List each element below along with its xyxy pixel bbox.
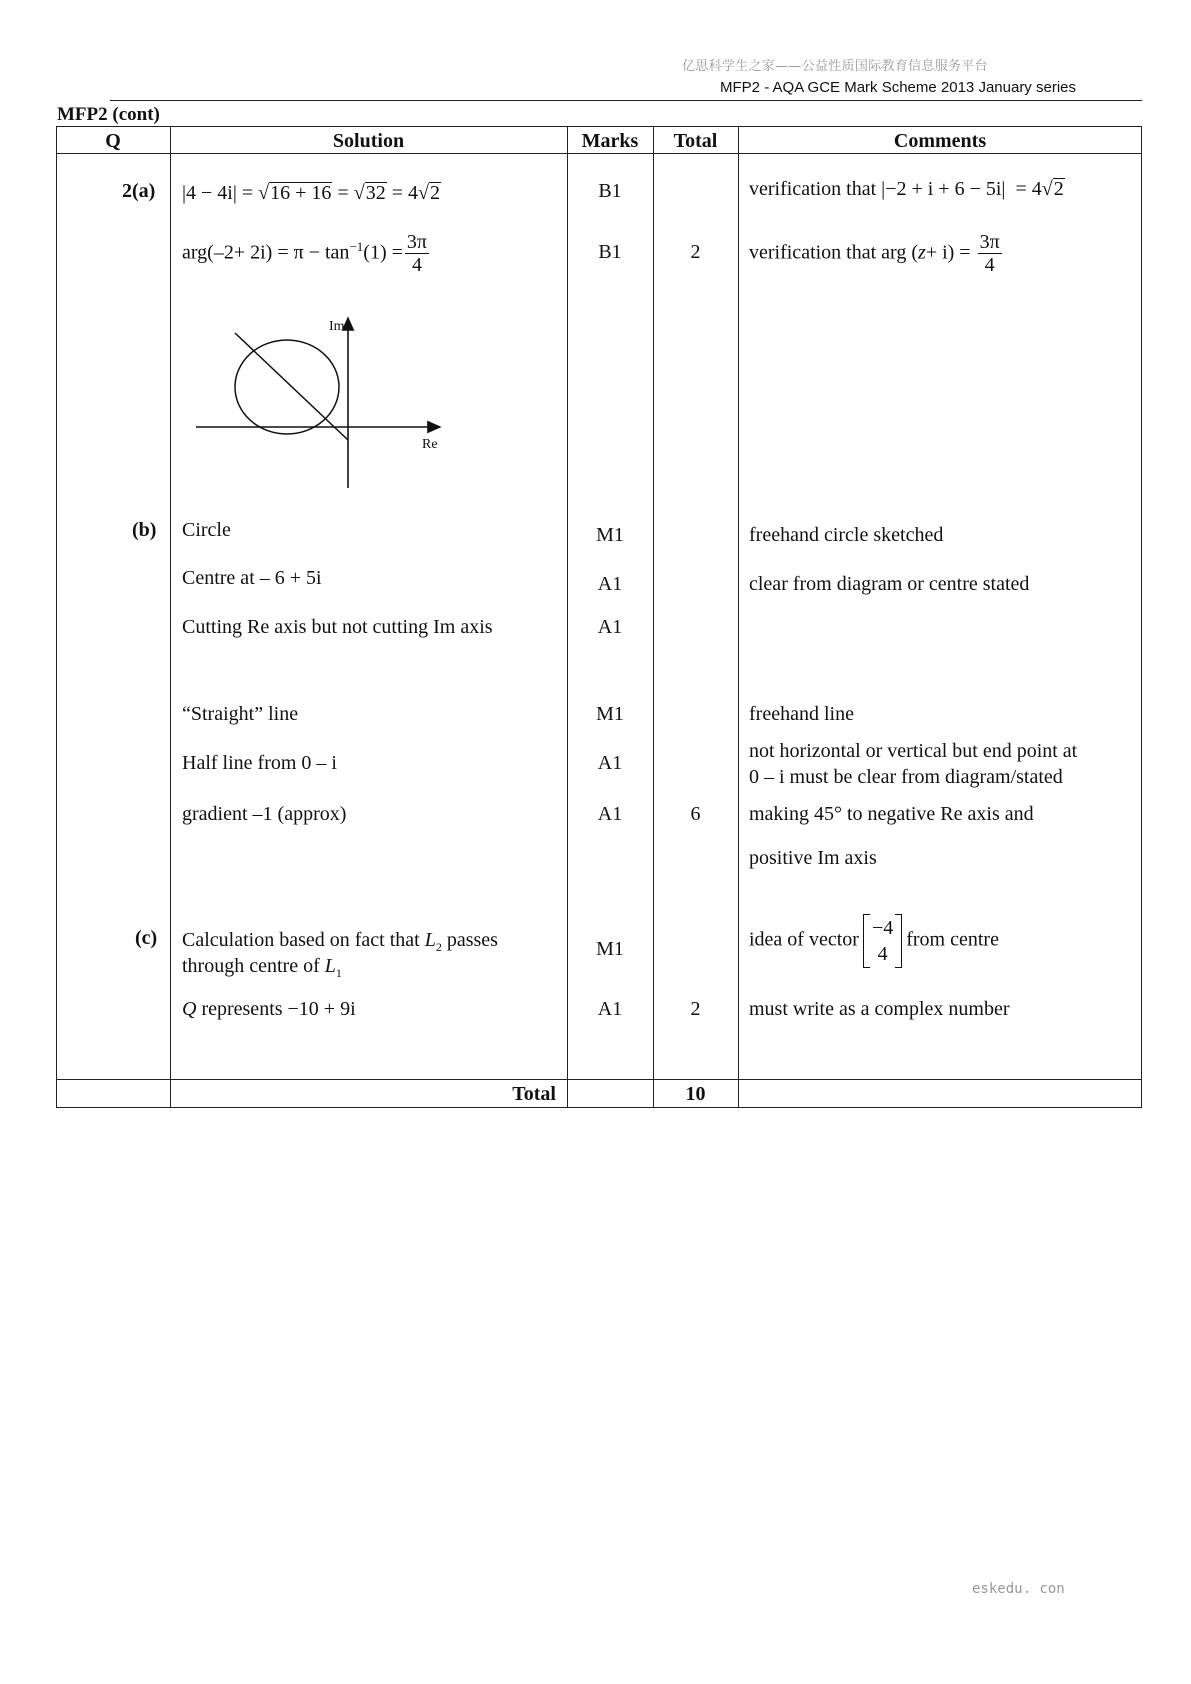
header-divider	[56, 153, 1142, 154]
watermark-top: 亿思科学生之家——公益性质国际教育信息服务平台	[682, 59, 988, 74]
header-q: Q	[105, 130, 121, 152]
locus-circle	[235, 340, 339, 434]
half-line	[235, 333, 348, 440]
question-label: (b)	[132, 519, 157, 541]
real-axis-label: Re	[422, 437, 438, 452]
mark-value: M1	[596, 703, 624, 725]
argand-diagram	[190, 310, 450, 490]
column-vector: −4 4	[863, 914, 902, 968]
mark-value: A1	[597, 573, 623, 595]
mark-value: A1	[597, 998, 623, 1020]
solution-text: Calculation based on fact that $L_2$ passes	[182, 929, 498, 954]
comment-text: idea of vector −4 4 from centre	[749, 914, 999, 968]
total-value: 2	[690, 998, 701, 1020]
solution-text: gradient –1 (approx)	[182, 803, 347, 825]
comment-text: positive Im axis	[749, 847, 877, 869]
header-rule	[110, 100, 1142, 101]
mark-value: M1	[596, 524, 624, 546]
comment-text: freehand line	[749, 703, 854, 725]
mark-value: B1	[598, 180, 622, 202]
comment-text: not horizontal or vertical but end point at	[749, 740, 1078, 762]
mark-value: A1	[597, 616, 623, 638]
argument-equation: $arg(-2+ 2i) = \pi - \tan^{-1}(1)$ = $\frac{3\pi}{4}$	[182, 231, 427, 276]
mark-value: B1	[598, 241, 622, 263]
question-label: 2(a)	[122, 180, 156, 202]
total-value: 2	[690, 241, 701, 263]
comment-text: must write as a complex number	[749, 998, 1010, 1020]
running-head: MFP2 - AQA GCE Mark Scheme 2013 January series	[720, 79, 1076, 96]
solution-text: Q represents −10 + 9i	[182, 998, 356, 1020]
modulus-equation: |4 − 4i| = √16 + 16 = √32 = 4√2	[182, 182, 440, 204]
solution-text: through centre of $L_1$	[182, 955, 342, 980]
grand-total-value: 10	[685, 1083, 706, 1105]
column-divider	[170, 126, 171, 1108]
header-marks: Marks	[581, 130, 639, 152]
comment-text: verification that arg (z+ i) = $\frac{3\pi}{4}$	[749, 231, 1000, 276]
comment-text: 0 – i must be clear from diagram/stated	[749, 766, 1063, 788]
comment-text: making 45° to negative Re axis and	[749, 803, 1034, 825]
header-solution: Solution	[332, 130, 405, 152]
total-value: 6	[690, 803, 701, 825]
comment-text: freehand circle sketched	[749, 524, 944, 546]
mark-value: A1	[597, 752, 623, 774]
question-label: (c)	[135, 927, 158, 949]
column-divider	[653, 126, 654, 1108]
column-divider	[738, 126, 739, 1108]
solution-text: Centre at – 6 + 5i	[182, 567, 322, 589]
footer-divider	[56, 1079, 1142, 1080]
solution-text: Cutting Re axis but not cutting Im axis	[182, 616, 493, 638]
comment-text: clear from diagram or centre stated	[749, 573, 1030, 595]
comment-text: verification that |−2 + i + 6 − 5i| = 4√2	[749, 178, 1064, 200]
mark-value: A1	[597, 803, 623, 825]
total-label: Total	[512, 1083, 556, 1105]
imaginary-axis-label: Im	[329, 319, 345, 334]
watermark-bottom: eskedu. con	[972, 1581, 1065, 1597]
header-comments: Comments	[893, 130, 987, 152]
mark-value: M1	[596, 938, 624, 960]
solution-text: Half line from 0 – i	[182, 752, 337, 774]
header-total: Total	[673, 130, 718, 152]
solution-text: “Straight” line	[182, 703, 299, 725]
solution-text: Circle	[182, 519, 231, 541]
section-title: MFP2 (cont)	[57, 104, 160, 125]
